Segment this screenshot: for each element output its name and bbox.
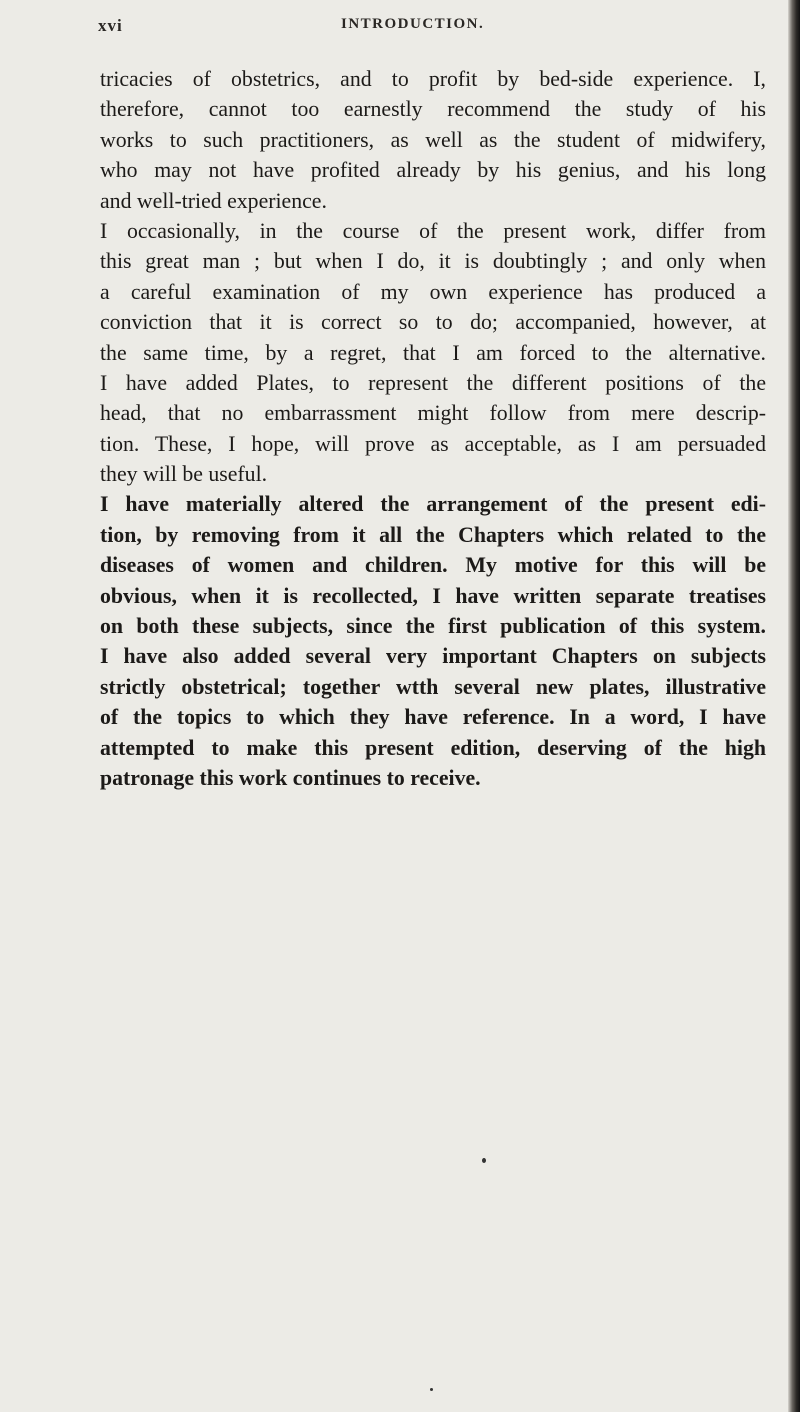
text-line: a careful examination of my own experience has produced a	[100, 279, 766, 304]
text-line: I have added Plates, to represent the different positions of the	[100, 370, 766, 395]
page-number: xvi	[98, 16, 123, 35]
body-text	[100, 64, 766, 793]
text-line: on both these subjects, since the first publication of this system.	[100, 614, 766, 639]
text-line: the same time, by a regret, that I am forced to the alternative.	[100, 340, 766, 365]
text-line: I have also added several very important Chapters on subjects	[100, 644, 766, 669]
text-line: tion. These, I hope, will prove as acceptable, as I am persuaded	[100, 431, 766, 456]
text-line: patronage this work continues to receive.	[100, 765, 481, 790]
paragraph-2	[100, 216, 766, 368]
ink-speck	[430, 1388, 433, 1391]
text-line: this great man ; but when I do, it is doubtingly ; and only when	[100, 249, 766, 274]
running-head: INTRODUCTION.	[341, 16, 485, 32]
text-line: head, that no embarrassment might follow from mere descrip-	[100, 401, 766, 426]
paragraph-4	[100, 489, 766, 641]
text-line: diseases of women and children. My motive for this will be	[100, 553, 766, 578]
text-line: tricacies of obstetrics, and to profit by bed-side experience. I,	[100, 67, 766, 91]
text-line: of the topics to which they have reference. In a word, I have	[100, 705, 766, 730]
text-line: conviction that it is correct so to do; accompanied, however, at	[100, 310, 766, 335]
page-header	[98, 16, 758, 46]
text-line: and well-tried experience.	[100, 188, 327, 213]
text-line: strictly obstetrical; together wtth several new plates, illustrative	[100, 674, 766, 699]
text-line: obvious, when it is recollected, I have written separate treatises	[100, 583, 766, 608]
page-edge-shadow	[788, 0, 800, 1412]
paragraph-3	[100, 368, 766, 490]
ink-speck	[482, 1158, 486, 1163]
text-line: therefore, cannot too earnestly recommend the study of his	[100, 97, 766, 122]
text-line: attempted to make this present edition, deserving of the high	[100, 735, 766, 760]
text-line: works to such practitioners, as well as the student of midwifery,	[100, 127, 766, 152]
text-line: who may not have profited already by his genius, and his long	[100, 158, 766, 183]
text-line: I occasionally, in the course of the present work, differ from	[100, 218, 766, 243]
paragraph-1	[100, 64, 766, 216]
paragraph-5	[100, 641, 766, 793]
text-line: tion, by removing from it all the Chapters which related to the	[100, 522, 766, 547]
text-line: I have materially altered the arrangement of the present edi-	[100, 492, 766, 517]
text-line: they will be useful.	[100, 462, 268, 487]
